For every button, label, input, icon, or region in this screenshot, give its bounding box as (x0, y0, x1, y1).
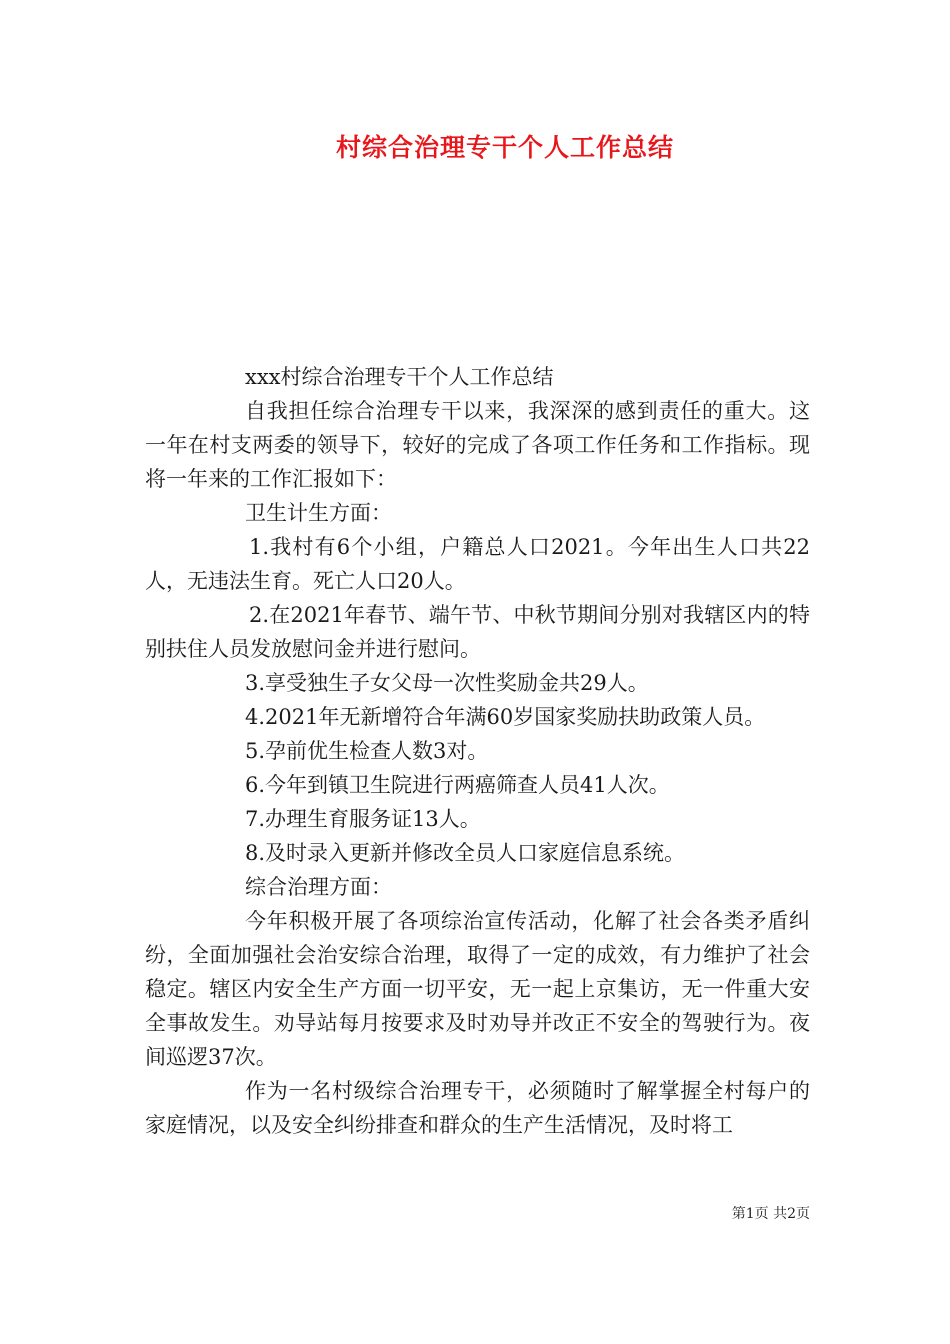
list-item-6: 6.今年到镇卫生院进行两癌筛查人员41人次。 (245, 773, 670, 797)
paragraph-intro: 自我担任综合治理专干以来，我深深的感到责任的重大。这一年在村支两委的领导下，较好的完成了各项工作任务和工作指标。现将一年来的工作汇报如下： (145, 399, 810, 491)
section-heading-health: 卫生计生方面： (245, 501, 392, 525)
list-item-1: 1.我村有6个小组，户籍总人口2021。今年出生人口共22人，无违法生育。死亡人口20人。 (145, 535, 810, 593)
list-item-4: 4.2021年无新增符合年满60岁国家奖励扶助政策人员。 (245, 705, 766, 729)
paragraph-governance: 今年积极开展了各项综治宣传活动，化解了社会各类矛盾纠纷，全面加强社会治安综合治理，取得了一定的成效，有力维护了社会稳定。辖区内安全生产方面一切平安，无一起上京集访，无一件重大安全事故发生。劝导站每月按要求及时劝导并改正不安全的驾驶行为。夜间巡逻37次。 (145, 909, 810, 1069)
section-heading-governance: 综合治理方面： (245, 875, 392, 899)
document-title: 村综合治理专干个人工作总结 (335, 133, 674, 162)
paragraph-role: 作为一名村级综合治理专干，必须随时了解掌握全村每户的家庭情况，以及安全纠纷排查和群众的生产生活情况，及时将工 (145, 1079, 810, 1137)
list-item-2: 2.在2021年春节、端午节、中秋节期间分别对我辖区内的特别扶住人员发放慰问金并进行慰问。 (145, 603, 810, 661)
list-item-7: 7.办理生育服务证13人。 (245, 807, 481, 831)
list-item-8: 8.及时录入更新并修改全员人口家庭信息系统。 (245, 841, 686, 865)
list-item-3: 3.享受独生子女父母一次性奖励金共29人。 (245, 671, 649, 695)
document-body (145, 360, 810, 1142)
list-item-5: 5.孕前优生检查人数3对。 (245, 739, 489, 763)
paragraph-subtitle: xxx村综合治理专干个人工作总结 (245, 365, 554, 389)
page-number: 第1页 共2页 (731, 1206, 810, 1222)
